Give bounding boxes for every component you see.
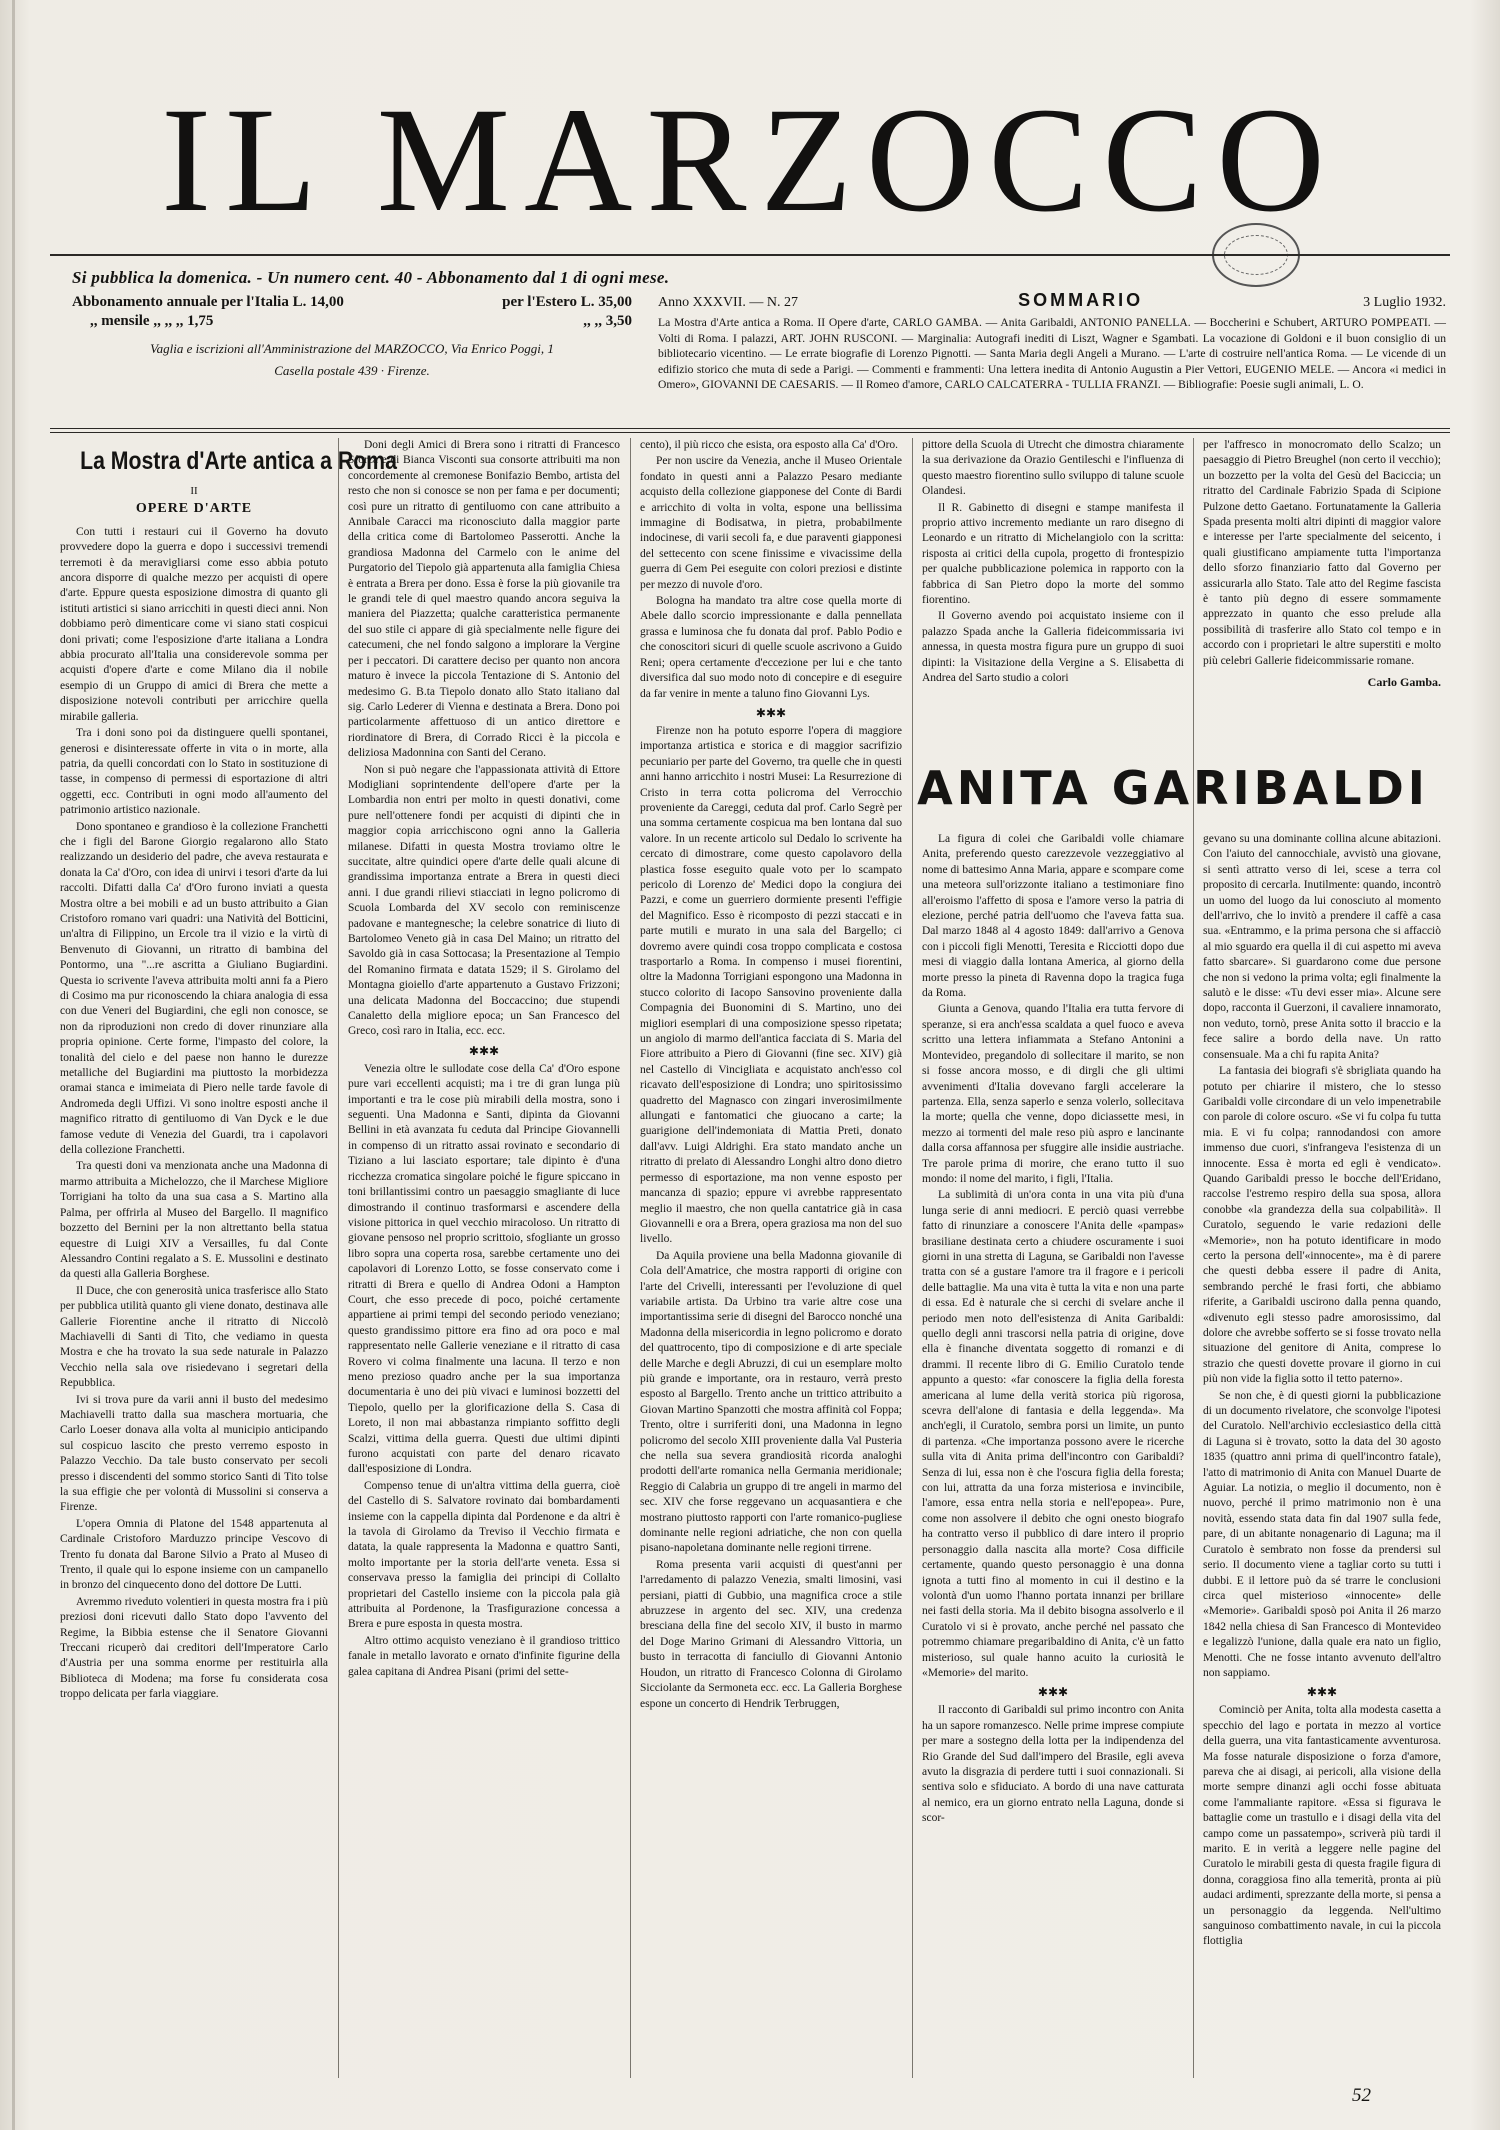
paragraph: Cominciò per Anita, tolta alla modesta casetta a specchio del lago e portata in mezzo al vortice della guerra, una vita fantasticamente avventurosa. Ma fosse naturale disposizione o forza d'amore, pareva che ai disagi, ai pericoli, alla visione della morte sempre dinanzi agli occhi fosse abituata come l'ammaliante rapitore. «Essa si figurava le battaglie come un trastullo e i disagi della vita del campo come un passatempo», scriverà più tardi il marito. E in verità a leggere nelle pagine del Curatolo le mirabili gesta di questa fragile figura di donna, coraggiosa fino alla temerità, pronta ai più audaci ardimenti, sprezzante della morte, si pensa a un personaggio da leggenda. Nell'ultimo sanguinoso combattimento navale, in cui la piccola flottiglia — [1203, 1704, 1441, 1948]
column-rule — [338, 438, 339, 2078]
paragraph: La figura di colei che Garibaldi volle chiamare Anita, preferendo questo carezzevole vezzeggiativo al nome di battesimo Anna Maria, appare e scompare come una meteora sull'orizzonte italiano a testimoniare fino all'eroismo l'affetto di sposa e l'amore verso la patria di elezione, perché patria dell'uomo che l'aveva fatta sua. Dal marzo 1848 al 4 agosto 1849: dall'arrivo a Genova con i piccoli figli Menotti, Teresita e Ricciotti dopo due mesi di viaggio dalla lontana America, al giorno della morte presso la pineta di Ravenna dopo la tragica fuga da Roma. — [922, 833, 1184, 1000]
column-3 — [640, 438, 902, 1713]
issue-date: 3 Luglio 1932. — [1363, 295, 1446, 310]
paragraph: gevano su una dominante collina alcune abitazioni. Con l'aiuto del cannocchiale, avvistò una giovane, si sentì attratto verso di lei, scese a terra col proposito di cercarla. Inutilmente: quando, incontrò un uomo del luogo da lui conosciuto al momento dell'arrivo, che lo invitò a prendere il caffè a casa sua. «Entrammo, e la prima persona che si affacciò al mio sguardo era quella il di cui aspetto mi aveva fatto sbarcare». Si guardarono come due persone che non si vedono la prima volta; egli finalmente la salutò e le disse: «Tu devi esser mia». Alcune sere dopo, racconta il Guerzoni, il cavaliere innamorato, non veduto, tornò, prese Anita sotto il braccio e la fece salire a bordo della nave. Un ratto consensuale. Ma a chi fu rapita Anita? — [1203, 833, 1441, 1061]
paragraph: Se non che, è di questi giorni la pubblicazione di un documento rivelatore, che sconvolge l'ipotesi del Curatolo. Nell'archivio ecclesiastico della città di Laguna si è trovato, sotto la data del 30 agosto 1835 (quattro anni prima di quell'incontro fatale), l'atto di matrimonio di Anita con Manuel Duarte de Aguiar. La notizia, o meglio il documento, non è nuovo, perché il primo matrimonio non è una novità, essendo stata data fin dal 1907 sulla fede, pare, di un abitante nonagenario di Laguna; ma il Curatolo è sembrato non fosse da prendersi sul serio. Il documento viene a tagliar corto su tutti i dubbi. E il lettore può da sé trarre le conclusioni circa quel misterioso «innocente» delle «Memorie». Garibaldi sposò poi Anita il 26 marzo 1842 nella chiesa di San Francesco di Montevideo e legalizzò l'unione, dalla quale era nato un figlio, Menotti. Che ne fosse intanto avvenuto dell'altro non sappiamo. — [1203, 1389, 1441, 1679]
masthead-title: IL MARZOCCO — [161, 77, 1339, 243]
paragraph: La fantasia dei biografi s'è sbrigliata quando ha potuto per chiarire il mistero, che lo stesso Garibaldi volle circondare di un velo impenetrabile con parole di colore oscuro. «Se vi fu colpa fu tutta mia. E vi fu colpa; rannodandosi con amore immenso due cuori, s'infrangeva l'esistenza di un innocente. Essa è morta ed egli è vendicato». Quando Garibaldi presso le bocche dell'Eridano, raccolse l'estremo respiro della sua sposa, allora conobbe «la grandezza della sua colpabilità». Il Curatolo, seguendo le varie redazioni delle «Memorie», non ha potuto identificare in modo certo la persona dell'«innocente», ma è di parere che questi debba essere il padre di Anita, sembrando perché le frasi forti, che abbiamo riferite, a Garibaldi uscirono dalla penna quando, «divenuto egli stesso padre amorosissimo, dal dolore che avrebbe sofferto se si fosse trovato nella situazione del genitore di Anita, comprese lo strazio che questi dovette provare il giorno in cui più non vide la figlia sotto il tetto paterno». — [1203, 1065, 1441, 1386]
subscription-annual-italy: Abbonamento annuale per l'Italia L. 14,00 — [72, 294, 344, 310]
subscription-monthly — [72, 313, 632, 330]
subscription-monthly-italy: ,, mensile ,, ,, ,, 1,75 — [90, 313, 214, 329]
paragraph: Da Aquila proviene una bella Madonna giovanile di Cola dell'Amatrice, che mostra rapporti di origine con l'arte del Crivelli, interessanti per l'evoluzione di quel variabile artista. Da Urbino tra varie altre cose una importantissima serie di disegni del Barocco nonché una Madonna della misericordia in legno policromo e dorato del quattrocento, tipo di composizione e di arte speciale delle Marche e degli Abruzzi, di cui un esemplare molto più grande e importante, ora in restauro, verrà presto esposto al Bargello. Trento anche un trittico attribuito a Giovan Martino Spanzotti che mostra affinità col Foppa; Trento, oltre i surriferiti doni, una Madonna in legno policromo del secolo XIII proveniente dalla Val Pusteria che nella sua severa grandiosità ricorda analoghi prodotti dell'arte romanica nella Germania meridionale; Reggio di Calabria un gruppo di tre angeli in marmo del sec. XIV che forse reggevano un acquasantiera e che mostrano piuttosto rapporti con l'arte romanico-pugliese dominante nelle regioni adriatiche, che non con quella pisano-napoletana dominante nelle regioni tirrene. — [640, 1249, 902, 1555]
paragraph: Il Governo avendo poi acquistato insieme con il palazzo Spada anche la Galleria fideicommissaria ivi annessa, in questa mostra figura pure un gruppo di suoi dipinti: la Visitazione della Vergine a S. Elisabetta di Andrea del Sarto studio a colori — [922, 610, 1184, 685]
section-title: OPERE D'ARTE — [135, 501, 253, 517]
column-rule — [1193, 438, 1194, 2078]
paragraph: Dono spontaneo e grandioso è la collezione Franchetti che i figli del Barone Giorgio regalarono allo Stato realizzando un desiderio del padre, che aveva restaurata e donata la Ca' d'Oro, con idea di unirvi i tesori d'arte da lui raccolti. Difatti dalla Ca' d'Oro furono inviati a questa Mostra oltre a bei mobili e ad un busto attribuito a Gian Cristoforo romano vari quadri: una Natività del Botticini, un'altra di Filippino, un Ercole tra il vizio e la virtù di Benvenuto di Giovanni, un ritratto di bambina del Pontormo, una "...re ascritta a Giuliano Bugiardini. Questa io scrivente l'aveva attribuita molti anni fa a Piero di Cosimo ma pur riconoscendo la chiara analogia di essa con due Veneri del Bugiardini, che egli non conosce, se non da riproduzioni non credo di dover rinunziare alla propria opinione. Certe forme, l'impasto del colore, la tonalità del cielo e del paese non hanno le durezze metalliche del Bugiardini ma piuttosto la morbidezza oramai stanca e imimeiata di Piero nelle tarde favole di Andromeda degli Uffizi. Vi sono inoltre esposti anche il magnifico ritratto di gentiluomo di Van Dyck e le due famose vedute di Venezia del Guardi, tra i capolavori della collezione Franchetti. — [60, 820, 328, 1157]
paragraph: Altro ottimo acquisto veneziano è il grandioso trittico fanale in metallo lavorato e ornato d'infinite figurine della galea capitana di Andrea Pisani (primi del sette- — [348, 1634, 620, 1678]
page-number: 52 — [1352, 2085, 1371, 2106]
administration-address — [72, 338, 632, 382]
article-title-anita: ANITA GARIBALDI — [917, 761, 1429, 815]
paragraph: Tra i doni sono poi da distinguere quelli spontanei, generosi e disinteressate offerte in vita o in morte, alla patria, da quelli concordati con lo Stato in sostituzione di tasse, in compenso di permessi di esportazione di altri oggetti, ecc. Contributi in ogni modo all'aumento del patrimonio artistico nazionale. — [60, 727, 328, 817]
column-rule — [630, 438, 631, 2078]
paragraph: Ivi si trova pure da varii anni il busto del medesimo Machiavelli tratto dalla sua maschera mortuaria, che Carlo Loeser donava alla volta al municipio anticipando sul cospicuo lascito che presto verremo esposto in Palazzo Vecchio. Da tale busto conservato per secoli presso i discendenti del sommo storico Santi di Tito tolse la sua effigie che per volontà di Mussolini si conserva a Firenze. — [60, 1393, 328, 1514]
paragraph: La sublimità di un'ora conta in una vita più d'una lunga serie di anni mediocri. E perciò quasi verrebbe fatto di rinunziare a conoscere l'Anita delle «pampas» brasiliane destinata certo a chiudere oscuramente i suoi giorni in una stretta di Laguna, se Garibaldi non l'avesse tratta con sé a gustare l'amore tra il fragore e i pericoli delle battaglie. Ma una vita è tutta la vita e non una parte di essa. Ed è naturale che si cerchi di svelare anche il periodo men noto dell'esistenza di Anita Garibaldi: quello degli anni trascorsi nella patria di origine, dove ella è finanche diventata soggetto di romanzi e di drammi. Il recente libro di G. Emilio Curatolo tende appunto a questo: «far conoscere la figlia della foresta americana al lume della verità storica più rigorosa, scevra dell'alone di fantasia e della leggenda». Ma anch'egli, il Curatolo, sembra porsi un limite, un punto di partenza. «Che importanza possono avere le ricerche sulla vita di Anita prima dell'incontro con Garibaldi? Senza di lui, essa non è che l'oscura figlia della foresta; con lui, attratta da una forza misteriosa e invincibile, l'amore, essa entra nella storia e nell'epopea». Pure, come non assolvere il debito che ogni onesto biografo ha contratto verso il pubblico di dare intero il proprio personaggio dalla nascita alla morte? Cosa difficile certamente, quando questo personaggio è una donna ignota a tutti fino al momento in cui il destino e la volontà d'un uomo l'hanno portata innanzi per brillare nei fasti della storia. Ma il debito bisogna assolverlo e il Curatolo vi si è provato, anche perché nel passato che potremmo chiamare pregaribaldino di Anita, c'è un fatto misterioso, sul quale hanno acuito la curiosità le «Memorie» del marito. — [922, 1189, 1184, 1679]
paragraph: L'opera Omnia di Platone del 1548 appartenuta al Cardinale Cristoforo Marduzzo principe Vescovo di Trento fu donata dal Barone Silvio a Prato al Museo di Trento, il quale qui lo espone insieme con un campanello in bronzo del cinquecento dono del dottore De Lutti. — [60, 1517, 328, 1592]
section-divider: ✱✱✱ — [468, 1043, 500, 1058]
column-4-top — [922, 438, 1184, 688]
paragraph: Per non uscire da Venezia, anche il Museo Orientale fondato in questi anni a Palazzo Pesaro mediante acquisto della collezione giapponese del Conte di Bardi e arricchito di volta in volta, espone una bellissima immagine di Bodisatwa, in pietra, probabilmente indocinese, di varii secoli fa, e due paraventi giapponesi del settecento con scene finissime e vivacissime della guerra di Gem Pei eseguite con colori preziosi e distinte per mezzo di nuvole d'oro. — [640, 455, 902, 591]
subscription-annual — [72, 294, 632, 311]
sommario-title: SOMMARIO — [1018, 290, 1144, 310]
paragraph: Non si può negare che l'appassionata attività di Ettore Modigliani soprintendente dell'opere d'arte per la Lombardia non entri per molto in questi donativi, come pure nell'ottenere fondi per acquisti di dipinti che in maggior copia arricchiscono ogni anno la Galleria milanese. Difatti in questa Mostra troviamo oltre le succitate, altre quindici opere d'arte delle quali alcune di grandissima importanza entrate a Brera in questi dieci anni. I due grandi rilievi stiacciati in legno policromo di Scuola Lombarda del XV secolo con reminiscenze padovane e mantegnesche; la celebre sonatrice di liuto di Bartolomeo Veneto già in casa Del Maino; un ritratto del Savoldo già in casa Sottocasa; la Presentazione al Tempio del Romanino firmata e datata 1529; il S. Girolamo del Montagna gioiello d'arte appartenuto a Gustavo Frizzoni; una delicata Madonna del Boccaccino; due stupendi Canaletto della migliore epoca; un San Francesco del Greco, così raro in Italia, ecc. ecc. — [348, 763, 620, 1038]
publication-line: Si pubblica la domenica. - Un numero cent. 40 - Abbonamento dal 1 di ogni mese. — [72, 268, 670, 287]
paragraph: Avremmo riveduto volentieri in questa mostra fra i più preziosi doni ricevuti dallo Stato dopo l'avvento del Regime, la Bibbia estense che il Senatore Giovanni Treccani ricuperò dai creditori dell'Imperatore Carlo d'Austria per una somma enorme per restituirla alla Biblioteca di Modena; ma forse fu considerata cosa troppo delicata per farla viaggiare. — [60, 1595, 328, 1701]
sommario-text: La Mostra d'Arte antica a Roma. II Opere d'arte, CARLO GAMBA. — Anita Garibaldi, ANTONIO PANELLA. — Boccherini e Schubert, ARTURO POMPEATI. — Volti di Roma. I palazzi, ART. JOHN RUSCONI. — Marginalia: Autografi inediti di Liszt, Wagner e Sgambati. La vocazione di Goldoni e il buon consiglio di un bibliotecario vicentino. — Le errate biografie di Lorenzo Pignotti. — Santa Maria degli Angeli a Murano. — L'arte di costruire nell'antica Roma. — Le vicende di un edifizio storico che muta di sede a Parigi. — Commenti e frammenti: Una lettera inedita di Antonio Augustin a Pier Vettori, EUGENIO MELE. — Ancora «i medici in Omero», GIOVANNI DE CAESARIS. — Il Romeo d'amore, CARLO CALCATERRA - TULLIA FRANZI. — Bibliografie: Poesie sugli animali, L. O. — [658, 316, 1446, 391]
paragraph: Doni degli Amici di Brera sono i ritratti di Francesco Sforza e di Bianca Visconti sua consorte attribuiti ma non concordemente al cremonese Bonifazio Bembo, artista del resto che non si conosce se non per fama e per documenti; così pure un ritratto di gentiluomo con cane attribuito a Annibale Caracci ma riconosciuto dalla maggior parte della critica come di Bartolomeo Passerotti. Anche la grandiosa Madonna del Carmelo con le anime del Purgatorio del Tiepolo già appartenuta alla famiglia Chiesa è entrata a Brera per dono. Essa è forse la più giovanile tra le grandi tele di quel maestro quando ancora seguiva la maniera del Piazzetta; qualche caratteristica permanente del suo stile ci appare di già specialmente nelle figure dei catecumeni, che nel fondo salgono a implorare la Vergine per i peccatori. Di carattere deciso per quanto non ancora maturo è invece la piccola Tentazione di S. Antonio del medesimo G. B.ta Tiepolo donato allo Stato italiano dal sig. Carlo Lederer di Vienna e destinata a Brera. Dono poi particolarmente affettuoso di un antico direttore e riordinatore di Brera, di Corrado Ricci è la piccola e deliziosa Madonnina con Santi del Cerano. — [348, 439, 620, 760]
paragraph: Bologna ha mandato tra altre cose quella morte di Abele dallo scorcio impressionante e dalla pennellata grassa e luminosa che fu donata dal prof. Pablo Podio e che conoscitori sicuri di quelle scuole ascrivono a Guido Reni; opera certamente d'eccezione per lui e che tanto diversifica dal suo modo noto di concepire e di eseguire da far venire in mente a taluno fino Giovanni Lys. — [640, 595, 902, 700]
paragraph: Compenso tenue di un'altra vittima della guerra, cioè del Castello di S. Salvatore rovinato dai bombardamenti insieme con la cappella dipinta dal Pordenone e da altri è la tavola di Girolamo da Treviso il Vecchio firmata e datata, la quale rappresenta la Madonna e quattro Santi, molto importante per la storia dell'arte veneta. Essa si conservava presso la famiglia dei principi di Collalto proprietari del Castello insieme con la piccola pala già attribuita al Pordenone, la Trasfigurazione concessa a Brera e pure esposta in questa mostra. — [348, 1479, 620, 1631]
column-2 — [348, 438, 620, 1681]
paragraph: Il Duce, che con generosità unica trasferisce allo Stato per pubblica utilità quanto gli viene donato, destinava alle Gallerie Fiorentine anche il ritratto di Niccolò Machiavelli di Santi di Tito, che vediamo in questa Mostra e che ha trovato la sua sede naturale in Palazzo Vecchio nella sala ove risiedevano i segretari della Repubblica. — [60, 1284, 328, 1390]
section-divider: ✱✱✱ — [1306, 1685, 1338, 1700]
paragraph: Con tutti i restauri cui il Governo ha dovuto provvedere dopo la guerra e dopo i successivi tremendi terremoti è da meravigliarsi come esso abbia potuto ancora disporre di qualche mezzo per acquisti di opere d'arte. Eppure questa esposizione dimostra di quanto gli istituti artistici si siano arricchiti in questi dieci anni. Non dobbiamo però dimenticare come vi siano stati cospicui doni privati; come l'esposizione d'arte italiana a Londra abbia procurato all'Italia una considerevole somma per acquisti d'opere d'arte e come Milano dia il nobile esempio di un Gruppo di amici di Brera che mette a disposizione notevoli contributi per arricchire quella mirabile galleria. — [60, 525, 328, 723]
paragraph: Il racconto di Garibaldi sul primo incontro con Anita ha un sapore romanzesco. Nelle prime imprese compiute per mare a sostegno della lotta per la indipendenza del Rio Grande del Sud dall'impero del Brasile, egli aveva avuto la disgrazia di perdere tutti i suoi connazionali. Si sentiva solo e sfiduciato. A bordo di una nave catturata al nemico, era un giorno entrato nella Laguna, donde si scor- — [922, 1704, 1184, 1825]
paragraph: Roma presenta varii acquisti di quest'anni per l'arredamento di palazzo Venezia, smalti limosini, vasi persiani, piatti di Gubbio, una magnifica croce a stile abruzzese in argento del sec. XIV, una credenza bresciana della fine del secolo XIV, il busto in marmo del Doge Marino Grimani di Alessandro Vittoria, un busto in terracotta di fanciullo di Giovanni Antonio Houdon, un ritratto di Francesco Colonna di Girolamo Sicciolante da Sermoneta ecc. ecc. La Galleria Borghese espone un concerto di Hendrik Terbruggen, — [640, 1558, 902, 1710]
paragraph: Firenze non ha potuto esporre l'opera di maggiore importanza artistica e storica e di maggior sacrifizio pecuniario per parte del Governo, tra quelle che in questi anni hanno arricchito i nostri Musei: La Resurrezione di Cristo in terra cotta policroma del Verrocchio proveniente da Careggi, ceduta dal prof. Carlo Segrè per una somma certamente cospicua ma ben lontana dal suo valore. In un recente articolo sul Dedalo lo scrivente ha cercato di dimostrare, come questo capolavoro della plastica fosse eseguito quale voto per lo scampato pericolo di Lorenzo de' Medici dopo la congiura dei Pazzi, e come un guerriero dormiente presenti l'effigie del Magnifico. Esso è ricomposto di pezzi staccati e in parte mutili e murato in una sala del Bargello; ci dovremo avere quindi cosa troppo complicata e costosa trasportarlo a Roma. In compenso i musei fiorentini, oltre la Madonna Torrigiani espongono una Madonna in stucco colorito di Iacopo Sansovino proveniente dalla Compagnia dei Buonomini di S. Martino, uno dei migliori esemplari di una composizione spesso ripetata; un angiolo di marmo dell'antica facciata di S. Maria del Fiore attribuito a Piero di Giovanni (fine sec. XIV) già nel Castello di Vincigliata e acquistato anch'esso col ricavato dell'esposizione di Londra; uno spiritosissimo quadretto del Magnasco con zingari inverosimilmente allungati e fantomatici che giuocano a carte; la guarigione dell'indemoniata di Mattia Preti, donato dall'avv. Luigi Aldrighi. Era stato mandato anche un ritratto di prelato di Alessandro Longhi altro dono dietro permesso di esportazione, ma non venne esposto per mancanza di spazio; eppure vi avrebbe rappresentato meglio il maestro, che non quella cantatrice già in casa Giovannelli e ora a Brera, opera graziosa ma non del suo livello. — [640, 724, 902, 1246]
paragraph: Giunta a Genova, quando l'Italia era tutta fervore di speranze, si era anch'essa scaldata a quel fuoco e aveva scritto una lettera infiammata a Stefano Antonini a Montevideo, pregandolo di sollecitare il marito, se non si fosse ancora mosso, e di dirgli che gli ultimi avvenimenti d'Italia dovevano fargli accelerare la partenza. Ella, senza saperlo e senza volerlo, sollecitava la morte; quella che venne, dopo diciassette mesi, in mezzo ai tormenti del male reso più aspro e lancinante dalla corsa affannosa per sfuggire alle insidie austriache. Tre parole prima di morire, che erano tutto il suo mondo: il nome del marito, i figli, l'Italia. — [922, 1003, 1184, 1185]
header-rule-double — [50, 432, 1450, 433]
column-5-top — [1203, 438, 1441, 691]
sommario-box — [658, 290, 1446, 393]
author-signature: Carlo Gamba. — [1367, 675, 1441, 690]
subscription-annual-abroad: per l'Estero L. 35,00 — [502, 294, 632, 310]
masthead-rule — [50, 254, 1450, 256]
column-rule — [912, 438, 913, 2078]
article-title-mostra: La Mostra d'Arte antica a Roma — [80, 447, 397, 475]
paragraph: pittore della Scuola di Utrecht che dimostra chiaramente la sua derivazione da Orazio Gentileschi e l'influenza di questo maestro fiorentino sullo sviluppo di talune scuole Olandesi. — [922, 439, 1184, 498]
subscription-monthly-abroad: ,, ,, 3,50 — [583, 313, 632, 329]
paragraph: per l'affresco in monocromato dello Scalzo; un paesaggio di Pietro Breughel (non certo il vecchio); un bozzetto per la volta del Gesù del Baciccia; un ritratto del Cardinale Fabrizio Spada di Scipione Pulzone detto Gaetano. Fortunatamente la Galleria Spada presenta molti altri dipinti di maggior valore e interesse per l'arte specialmente del seicento, i quali giustificano ampiamente tutta l'importanza dello sforzo finanziario fatto dal Governo per assicurarla allo Stato. Tale atto del Regime fascista è tanto più degno di essere sommamente apprezzato in quanto che esso prelude alla possibilità di trasferire allo Stato col tempo e in accordo con i proprietari le altre superstiti e molto più celebri Gallerie fideicommissarie romane. — [1203, 439, 1441, 667]
article-part: II — [190, 485, 198, 497]
issue-number: Anno XXXVII. — N. 27 — [658, 295, 798, 310]
section-divider: ✱✱✱ — [755, 705, 787, 720]
header-rule — [50, 428, 1450, 429]
section-divider: ✱✱✱ — [1037, 1685, 1069, 1700]
paragraph: Il R. Gabinetto di disegni e stampe manifesta il proprio attivo incremento mediante un raro disegno di Leonardo e un ritratto di Michelangiolo con la scritta: risposta ai critici della cupola, progetto di frontespizio per qualche pubblicazione polemica in rapporto con la fabbrica di San Pietro dopo la morte del sommo fiorentino. — [922, 501, 1184, 607]
column-1 — [60, 438, 397, 1704]
paragraph: Venezia oltre le sullodate cose della Ca' d'Oro espone pure vari eccellenti acquisti; ma i tre di gran lunga più importanti e tra le cose più mirabili della mostra, sono i seguenti. Una Madonna e Santi, dipinta da Giovanni Bellini in età avanzata fu ceduta dal Principe Giovannelli in compenso di un ritratto assai rovinato e secondario di Tiziano a lui lasciato esportare; tale dipinto è d'una ricchezza cromatica singolare poiché le figure spiccano in toni brillantissimi contro un paesaggio smagliante di luce dimostrando il continuo trasformarsi e ascendere della visione pittorica in quel vecchio miracoloso. Un ritratto di giovane pensoso nel proprio scrittoio, sfogliante un grosso libro sopra una coperta rosa, sarebbe certamente uno dei capolavori di Lorenzo Lotto, se fosse conservato come i ritratti di Brera e quello di Andrea Odoni a Hampton Court, che esso precede di poco, poiché certamente appartiene ai primi tempi del secondo periodo veneziano; questo grandissimo pittore era fino ad ora poco e mal rappresentato nelle Gallerie veneziane e il ritratto di casa Rovero vi colma finalmente una lacuna. Il terzo e non meno prezioso quadro anche per la sua importanza documentaria è uno dei più vivaci e luminosi bozzetti del Tiepolo, quello per la glorificazione della S. Casa di Loreto, il non mai abbastanza rimpianto soffitto degli Scalzi, vittima della guerra. Questi due ultimi dipinti furono acquistati con parte del denaro ricavato dall'esposizione di Londra. — [348, 1062, 620, 1476]
column-4-bottom — [922, 832, 1184, 1828]
page-fold-shadow — [12, 0, 15, 2130]
subscription-info — [72, 268, 670, 382]
address-line-2: Casella postale 439 · Firenze. — [274, 363, 430, 378]
column-5-bottom — [1203, 832, 1441, 1951]
address-line-1: Vaglia e iscrizioni all'Amministrazione del MARZOCCO, Via Enrico Poggi, 1 — [150, 341, 554, 356]
issue-row — [658, 290, 1446, 311]
paragraph: cento), il più ricco che esista, ora esposto alla Ca' d'Oro. — [640, 439, 899, 451]
paragraph: Tra questi doni va menzionata anche una Madonna di marmo attribuita a Michelozzo, che il Marchese Migliore Torrigiani ha tolto da una sua casa a S. Martino alla Palma, per offrirla al Museo del Bargello. Il magnifico bozzetto del Bernini per la non altrettanto bella statua equestre di Luigi XIV a Versailles, fu dal Conte Alessandro Contini regalato a S. E. Mussolini e destinato da questi alla Galleria Borghese. — [60, 1160, 328, 1281]
